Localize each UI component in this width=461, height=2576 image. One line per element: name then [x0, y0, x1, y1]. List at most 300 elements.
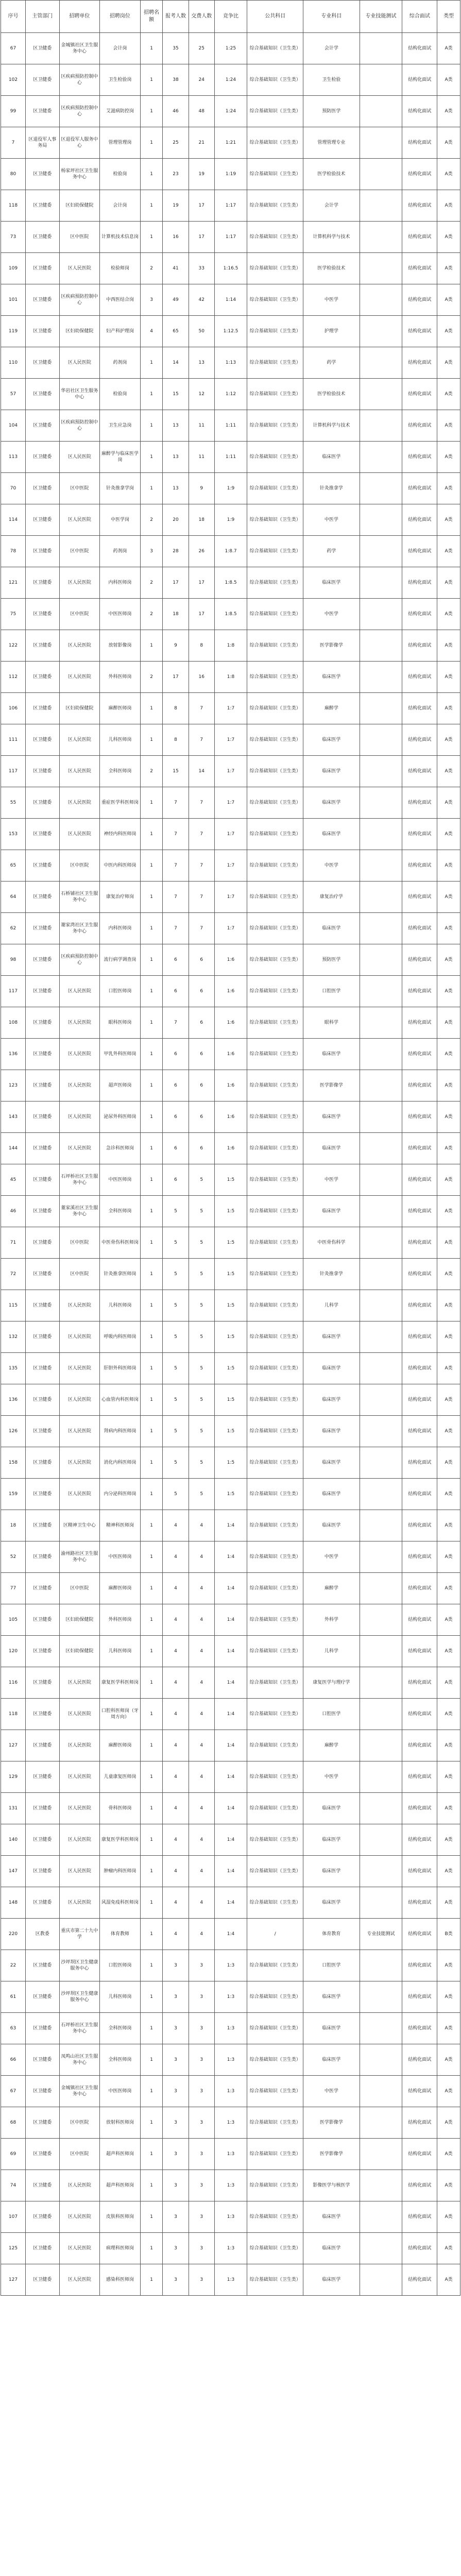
- department-cell: 区卫健委: [26, 787, 60, 819]
- quota-cell: 1: [140, 410, 163, 442]
- quota-cell: 1: [140, 1101, 163, 1133]
- post-cell: 全科医师岗: [100, 1196, 141, 1227]
- seq-cell: 46: [1, 1196, 26, 1227]
- department-cell: 区卫健委: [26, 2201, 60, 2233]
- department-cell: 区卫健委: [26, 222, 60, 253]
- type-cell: A类: [437, 1353, 460, 1384]
- major-subject-cell: 医学检验技术: [303, 253, 360, 284]
- table-row: [1, 1730, 460, 1761]
- applicants-cell: 13: [163, 410, 189, 442]
- major-subject-cell: 中医学: [303, 1164, 360, 1196]
- applicants-cell: 6: [163, 976, 189, 1007]
- post-cell: 中医学岗: [100, 504, 141, 536]
- department-cell: 区卫健委: [26, 2233, 60, 2264]
- table-row: [1, 819, 460, 850]
- public-subject-cell: 综合基础知识（卫生类）: [247, 2076, 303, 2107]
- department-cell: 区卫健委: [26, 567, 60, 599]
- seq-cell: 78: [1, 536, 26, 567]
- table-row: [1, 2233, 460, 2264]
- unit-cell: 区妇幼保健院: [59, 1636, 100, 1667]
- post-cell: 急诊科医师岗: [100, 1133, 141, 1164]
- unit-cell: 区人民医院: [59, 1447, 100, 1479]
- interview-cell: 结构化面试: [402, 96, 437, 127]
- paid-cell: 26: [189, 536, 214, 567]
- interview-cell: 结构化面试: [402, 2201, 437, 2233]
- table-row: [1, 1919, 460, 1950]
- major-subject-cell: 中医学: [303, 504, 360, 536]
- seq-cell: 70: [1, 473, 26, 504]
- quota-cell: 1: [140, 1919, 163, 1950]
- unit-cell: 区人民医院: [59, 662, 100, 693]
- interview-cell: 结构化面试: [402, 756, 437, 787]
- interview-cell: 结构化面试: [402, 1196, 437, 1227]
- ratio-cell: 1:4: [214, 1824, 247, 1856]
- paid-cell: 17: [189, 222, 214, 253]
- paid-cell: 3: [189, 2201, 214, 2233]
- paid-cell: 17: [189, 599, 214, 630]
- seq-cell: 144: [1, 1133, 26, 1164]
- post-cell: 肝胆外科医师岗: [100, 1353, 141, 1384]
- post-cell: 中医医师岗: [100, 2076, 141, 2107]
- applicants-cell: 4: [163, 1699, 189, 1730]
- post-cell: 药剂岗: [100, 347, 141, 379]
- post-cell: 感染科医师岗: [100, 2264, 141, 2296]
- unit-cell: 区人民医院: [59, 2264, 100, 2296]
- post-cell: 骨科医师岗: [100, 1793, 141, 1824]
- applicants-cell: 5: [163, 1384, 189, 1416]
- department-cell: 区卫健委: [26, 253, 60, 284]
- unit-cell: 区人民医院: [59, 347, 100, 379]
- seq-cell: 22: [1, 1950, 26, 1981]
- applicants-cell: 3: [163, 1981, 189, 2013]
- post-cell: 神经内科医师岗: [100, 819, 141, 850]
- interview-cell: 结构化面试: [402, 724, 437, 756]
- ratio-cell: 1:11: [214, 410, 247, 442]
- seq-cell: 104: [1, 410, 26, 442]
- applicants-cell: 7: [163, 819, 189, 850]
- post-cell: 眼科医师岗: [100, 1007, 141, 1039]
- seq-cell: 132: [1, 1321, 26, 1353]
- unit-cell: 董家溪社区卫生服务中心: [59, 1196, 100, 1227]
- public-subject-cell: 综合基础知识（卫生类）: [247, 724, 303, 756]
- skill-test-cell: [360, 913, 402, 944]
- major-subject-cell: 临床医学: [303, 1133, 360, 1164]
- quota-cell: 2: [140, 567, 163, 599]
- interview-cell: 结构化面试: [402, 1164, 437, 1196]
- ratio-cell: 1:4: [214, 1541, 247, 1573]
- public-subject-cell: 综合基础知识（卫生类）: [247, 1856, 303, 1887]
- post-cell: 康复治疗师岗: [100, 882, 141, 913]
- public-subject-cell: 综合基础知识（卫生类）: [247, 976, 303, 1007]
- public-subject-cell: 综合基础知识（卫生类）: [247, 33, 303, 64]
- type-cell: A类: [437, 64, 460, 96]
- type-cell: A类: [437, 1133, 460, 1164]
- public-subject-cell: 综合基础知识（卫生类）: [247, 1227, 303, 1259]
- quota-cell: 1: [140, 1416, 163, 1447]
- seq-cell: 65: [1, 850, 26, 882]
- applicants-cell: 15: [163, 379, 189, 410]
- table-row: [1, 787, 460, 819]
- applicants-cell: 20: [163, 504, 189, 536]
- table-row: [1, 1604, 460, 1636]
- major-subject-cell: 针灸推拿学: [303, 1259, 360, 1290]
- skill-test-cell: [360, 2233, 402, 2264]
- post-cell: 口腔医师岗: [100, 1950, 141, 1981]
- interview-cell: 结构化面试: [402, 190, 437, 222]
- interview-cell: 结构化面试: [402, 1541, 437, 1573]
- type-cell: A类: [437, 473, 460, 504]
- ratio-cell: 1:17: [214, 222, 247, 253]
- table-row: [1, 724, 460, 756]
- unit-cell: 区中医院: [59, 1259, 100, 1290]
- skill-test-cell: [360, 2139, 402, 2170]
- applicants-cell: 4: [163, 1510, 189, 1541]
- department-cell: 区卫健委: [26, 536, 60, 567]
- applicants-cell: 5: [163, 1353, 189, 1384]
- seq-cell: 114: [1, 504, 26, 536]
- unit-cell: 区人民医院: [59, 630, 100, 662]
- department-cell: 区卫健委: [26, 2139, 60, 2170]
- interview-cell: 结构化面试: [402, 1039, 437, 1070]
- type-cell: A类: [437, 567, 460, 599]
- department-cell: 区卫健委: [26, 1196, 60, 1227]
- paid-cell: 5: [189, 1227, 214, 1259]
- public-subject-cell: 综合基础知识（卫生类）: [247, 1950, 303, 1981]
- applicants-cell: 35: [163, 33, 189, 64]
- ratio-cell: 1:4: [214, 1793, 247, 1824]
- skill-test-cell: [360, 536, 402, 567]
- interview-cell: 结构化面试: [402, 1730, 437, 1761]
- department-cell: 区卫健委: [26, 662, 60, 693]
- quota-cell: 1: [140, 473, 163, 504]
- type-cell: A类: [437, 1667, 460, 1699]
- applicants-cell: 8: [163, 724, 189, 756]
- department-cell: 区卫健委: [26, 504, 60, 536]
- skill-test-cell: [360, 819, 402, 850]
- public-subject-cell: 综合基础知识（卫生类）: [247, 284, 303, 316]
- unit-cell: 区妇幼保健院: [59, 1604, 100, 1636]
- table-row: [1, 504, 460, 536]
- skill-test-cell: [360, 64, 402, 96]
- public-subject-cell: 综合基础知识（卫生类）: [247, 1259, 303, 1290]
- major-subject-cell: 影像医学与核医学: [303, 2170, 360, 2201]
- skill-test-cell: [360, 379, 402, 410]
- unit-cell: 区中医院: [59, 850, 100, 882]
- quota-cell: 1: [140, 1541, 163, 1573]
- public-subject-cell: 综合基础知识（卫生类）: [247, 159, 303, 190]
- unit-cell: 金城镇社区卫生服务中心: [59, 2076, 100, 2107]
- unit-cell: 区退役军人服务中心: [59, 127, 100, 159]
- quota-cell: 4: [140, 316, 163, 347]
- paid-cell: 24: [189, 64, 214, 96]
- ratio-cell: 1:5: [214, 1479, 247, 1510]
- major-subject-cell: 医学影像学: [303, 2139, 360, 2170]
- interview-cell: 结构化面试: [402, 2170, 437, 2201]
- paid-cell: 6: [189, 976, 214, 1007]
- ratio-cell: 1:4: [214, 1573, 247, 1604]
- unit-cell: 区人民医院: [59, 1101, 100, 1133]
- table-row: [1, 2076, 460, 2107]
- unit-cell: 区中医院: [59, 1573, 100, 1604]
- type-cell: A类: [437, 33, 460, 64]
- public-subject-cell: 综合基础知识（卫生类）: [247, 1981, 303, 2013]
- post-cell: 肾病内科医师岗: [100, 1416, 141, 1447]
- applicants-cell: 3: [163, 2107, 189, 2139]
- post-cell: 肿瘤内科医师岗: [100, 1856, 141, 1887]
- seq-cell: 77: [1, 1573, 26, 1604]
- unit-cell: 区人民医院: [59, 567, 100, 599]
- ratio-cell: 1:3: [214, 2107, 247, 2139]
- ratio-cell: 1:8.5: [214, 599, 247, 630]
- paid-cell: 4: [189, 1699, 214, 1730]
- ratio-cell: 1:9: [214, 504, 247, 536]
- public-subject-cell: 综合基础知识（卫生类）: [247, 1384, 303, 1416]
- interview-cell: 结构化面试: [402, 159, 437, 190]
- quota-cell: 1: [140, 2107, 163, 2139]
- seq-cell: 143: [1, 1101, 26, 1133]
- ratio-cell: 1:7: [214, 724, 247, 756]
- paid-cell: 4: [189, 1636, 214, 1667]
- type-cell: A类: [437, 1070, 460, 1101]
- skill-test-cell: [360, 2201, 402, 2233]
- department-cell: 区卫健委: [26, 1856, 60, 1887]
- unit-cell: 区人民医院: [59, 1321, 100, 1353]
- skill-test-cell: [360, 1039, 402, 1070]
- type-cell: A类: [437, 1730, 460, 1761]
- interview-cell: 结构化面试: [402, 819, 437, 850]
- interview-cell: 结构化面试: [402, 2139, 437, 2170]
- seq-cell: 106: [1, 693, 26, 724]
- seq-cell: 72: [1, 1259, 26, 1290]
- type-cell: A类: [437, 190, 460, 222]
- quota-cell: 1: [140, 1070, 163, 1101]
- public-subject-cell: 综合基础知识（卫生类）: [247, 2170, 303, 2201]
- applicants-cell: 5: [163, 1259, 189, 1290]
- ratio-cell: 1:16.5: [214, 253, 247, 284]
- post-cell: 放射科医师岗: [100, 2107, 141, 2139]
- applicants-cell: 23: [163, 159, 189, 190]
- post-cell: 泌尿外科医师岗: [100, 1101, 141, 1133]
- applicants-cell: 6: [163, 1101, 189, 1133]
- quota-cell: 1: [140, 1479, 163, 1510]
- seq-cell: 115: [1, 1290, 26, 1321]
- post-cell: 会计岗: [100, 190, 141, 222]
- skill-test-cell: [360, 1604, 402, 1636]
- table-row: [1, 1353, 460, 1384]
- major-subject-cell: 中医学: [303, 1541, 360, 1573]
- unit-cell: 区人民医院: [59, 819, 100, 850]
- major-subject-cell: 临床医学: [303, 2201, 360, 2233]
- public-subject-cell: 综合基础知识（卫生类）: [247, 756, 303, 787]
- table-row: [1, 2170, 460, 2201]
- public-subject-cell: 综合基础知识（卫生类）: [247, 253, 303, 284]
- department-cell: 区卫健委: [26, 1384, 60, 1416]
- type-cell: A类: [437, 442, 460, 473]
- column-header: 招聘名额: [140, 1, 163, 33]
- unit-cell: 区精神卫生中心: [59, 1510, 100, 1541]
- paid-cell: 12: [189, 379, 214, 410]
- public-subject-cell: 综合基础知识（卫生类）: [247, 1667, 303, 1699]
- unit-cell: 区人民医院: [59, 1479, 100, 1510]
- paid-cell: 4: [189, 1541, 214, 1573]
- unit-cell: 区人民医院: [59, 1793, 100, 1824]
- table-row: [1, 1573, 460, 1604]
- type-cell: A类: [437, 913, 460, 944]
- public-subject-cell: 综合基础知识（卫生类）: [247, 630, 303, 662]
- table-row: [1, 1447, 460, 1479]
- department-cell: 区卫健委: [26, 1290, 60, 1321]
- unit-cell: 区人民医院: [59, 504, 100, 536]
- paid-cell: 48: [189, 96, 214, 127]
- ratio-cell: 1:5: [214, 1321, 247, 1353]
- table-row: [1, 410, 460, 442]
- quota-cell: 1: [140, 127, 163, 159]
- quota-cell: 1: [140, 944, 163, 976]
- interview-cell: 结构化面试: [402, 1416, 437, 1447]
- post-cell: 全科医师岗: [100, 2013, 141, 2044]
- ratio-cell: 1:4: [214, 1887, 247, 1919]
- interview-cell: 结构化面试: [402, 1793, 437, 1824]
- skill-test-cell: [360, 96, 402, 127]
- skill-test-cell: [360, 1573, 402, 1604]
- public-subject-cell: 综合基础知识（卫生类）: [247, 1133, 303, 1164]
- quota-cell: 1: [140, 442, 163, 473]
- unit-cell: 区疾病预防控制中心: [59, 96, 100, 127]
- seq-cell: 136: [1, 1384, 26, 1416]
- quota-cell: 1: [140, 882, 163, 913]
- applicants-cell: 4: [163, 1604, 189, 1636]
- department-cell: 区卫健委: [26, 1887, 60, 1919]
- applicants-cell: 7: [163, 913, 189, 944]
- type-cell: A类: [437, 2264, 460, 2296]
- type-cell: A类: [437, 599, 460, 630]
- type-cell: A类: [437, 724, 460, 756]
- table-row: [1, 1164, 460, 1196]
- post-cell: 麻醉医师岗: [100, 693, 141, 724]
- table-body: [1, 33, 460, 2296]
- table-row: [1, 1950, 460, 1981]
- skill-test-cell: [360, 1887, 402, 1919]
- unit-cell: 区人民医院: [59, 1007, 100, 1039]
- post-cell: 放射影像岗: [100, 630, 141, 662]
- unit-cell: 区妇幼保健院: [59, 190, 100, 222]
- applicants-cell: 4: [163, 1824, 189, 1856]
- unit-cell: 区人民医院: [59, 1353, 100, 1384]
- post-cell: 儿科医师岗: [100, 1636, 141, 1667]
- type-cell: A类: [437, 756, 460, 787]
- table-row: [1, 1793, 460, 1824]
- ratio-cell: 1:4: [214, 1699, 247, 1730]
- table-row: [1, 1259, 460, 1290]
- type-cell: A类: [437, 253, 460, 284]
- applicants-cell: 19: [163, 190, 189, 222]
- paid-cell: 3: [189, 1950, 214, 1981]
- interview-cell: 结构化面试: [402, 473, 437, 504]
- interview-cell: 结构化面试: [402, 850, 437, 882]
- seq-cell: 62: [1, 913, 26, 944]
- department-cell: 区卫健委: [26, 64, 60, 96]
- interview-cell: 结构化面试: [402, 787, 437, 819]
- applicants-cell: 28: [163, 536, 189, 567]
- table-row: [1, 222, 460, 253]
- type-cell: A类: [437, 284, 460, 316]
- interview-cell: 结构化面试: [402, 1699, 437, 1730]
- unit-cell: 石坪桥社区卫生服务中心: [59, 2013, 100, 2044]
- public-subject-cell: 综合基础知识（卫生类）: [247, 347, 303, 379]
- public-subject-cell: 综合基础知识（卫生类）: [247, 662, 303, 693]
- major-subject-cell: 临床医学: [303, 1416, 360, 1447]
- department-cell: 区卫健委: [26, 347, 60, 379]
- public-subject-cell: 综合基础知识（卫生类）: [247, 1039, 303, 1070]
- ratio-cell: 1:24: [214, 96, 247, 127]
- quota-cell: 1: [140, 1227, 163, 1259]
- applicants-cell: 14: [163, 347, 189, 379]
- recruitment-table: [1, 0, 460, 2296]
- ratio-cell: 1:19: [214, 159, 247, 190]
- quota-cell: 1: [140, 630, 163, 662]
- major-subject-cell: 临床医学: [303, 2013, 360, 2044]
- ratio-cell: 1:7: [214, 882, 247, 913]
- interview-cell: 结构化面试: [402, 1667, 437, 1699]
- post-cell: 卫生检验岗: [100, 64, 141, 96]
- seq-cell: 109: [1, 253, 26, 284]
- unit-cell: 区人民医院: [59, 1887, 100, 1919]
- post-cell: 内科医师岗: [100, 913, 141, 944]
- post-cell: 康复医学科医师岗: [100, 1667, 141, 1699]
- applicants-cell: 3: [163, 1950, 189, 1981]
- unit-cell: 沙坪坝区卫生健康服务中心: [59, 1950, 100, 1981]
- skill-test-cell: [360, 1793, 402, 1824]
- unit-cell: 杨家坪社区卫生服务中心: [59, 159, 100, 190]
- interview-cell: 结构化面试: [402, 944, 437, 976]
- type-cell: A类: [437, 1636, 460, 1667]
- public-subject-cell: 综合基础知识（卫生类）: [247, 1070, 303, 1101]
- quota-cell: 1: [140, 96, 163, 127]
- applicants-cell: 5: [163, 1479, 189, 1510]
- interview-cell: 结构化面试: [402, 1604, 437, 1636]
- interview-cell: 结构化面试: [402, 536, 437, 567]
- column-header: 交费人数: [189, 1, 214, 33]
- department-cell: 区卫健委: [26, 693, 60, 724]
- major-subject-cell: 医学检验技术: [303, 159, 360, 190]
- interview-cell: 结构化面试: [402, 882, 437, 913]
- table-row: [1, 1007, 460, 1039]
- table-row: [1, 1039, 460, 1070]
- quota-cell: 1: [140, 850, 163, 882]
- post-cell: 超声医师岗: [100, 1070, 141, 1101]
- major-subject-cell: 临床医学: [303, 1384, 360, 1416]
- post-cell: 麻醉医师岗: [100, 1730, 141, 1761]
- type-cell: A类: [437, 1259, 460, 1290]
- type-cell: A类: [437, 944, 460, 976]
- applicants-cell: 13: [163, 442, 189, 473]
- major-subject-cell: 中医学: [303, 599, 360, 630]
- type-cell: A类: [437, 1007, 460, 1039]
- type-cell: A类: [437, 630, 460, 662]
- applicants-cell: 5: [163, 1416, 189, 1447]
- skill-test-cell: [360, 1290, 402, 1321]
- type-cell: A类: [437, 2076, 460, 2107]
- skill-test-cell: [360, 473, 402, 504]
- post-cell: 病理科医师岗: [100, 2233, 141, 2264]
- post-cell: 康复医学科医师岗: [100, 1824, 141, 1856]
- unit-cell: 重庆市第二十九中学: [59, 1919, 100, 1950]
- skill-test-cell: [360, 347, 402, 379]
- major-subject-cell: 针灸推拿学: [303, 473, 360, 504]
- paid-cell: 17: [189, 190, 214, 222]
- skill-test-cell: 专业技能测试: [360, 1919, 402, 1950]
- paid-cell: 3: [189, 2013, 214, 2044]
